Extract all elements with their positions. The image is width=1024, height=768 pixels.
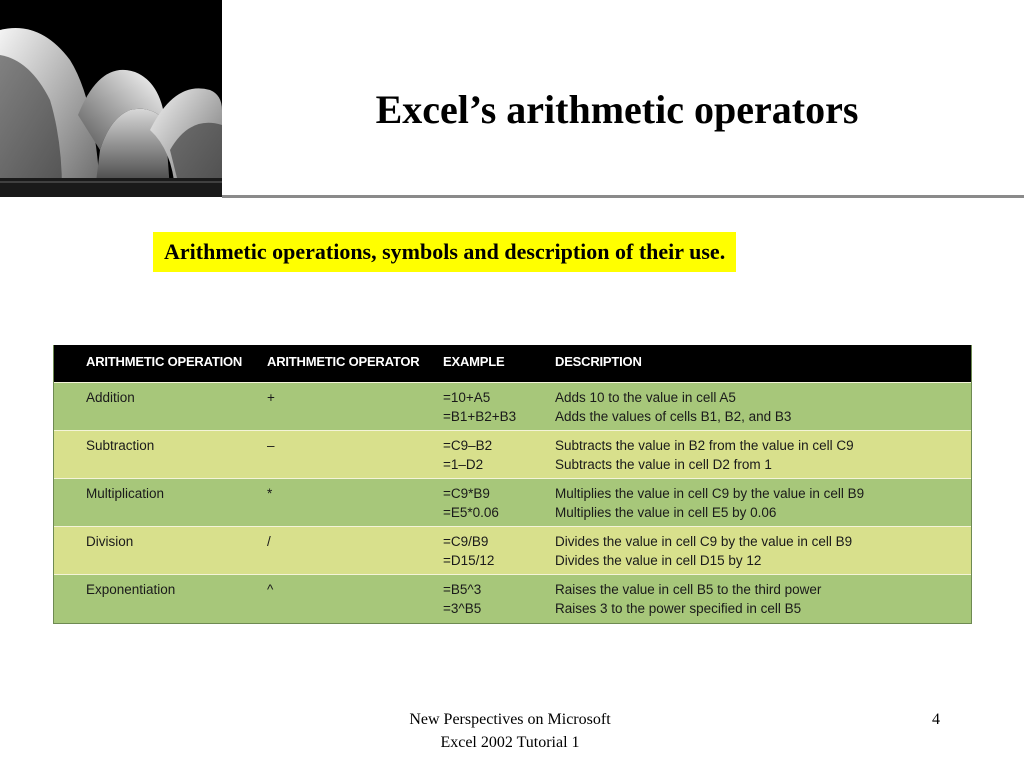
description-cell <box>555 388 791 426</box>
operation-cell: Exponentiation <box>86 582 176 597</box>
description-line: Divides the value in cell D15 by 12 <box>555 553 762 568</box>
description-cell <box>555 484 864 522</box>
header-operation: ARITHMETIC OPERATION <box>86 354 243 369</box>
example-line: =B1+B2+B3 <box>443 409 517 424</box>
table-header-row <box>54 345 971 382</box>
description-cell <box>555 532 852 570</box>
operation-cell: Division <box>86 534 134 549</box>
slide-title: Excel’s arithmetic operators <box>375 87 859 132</box>
example-line: =C9/B9 <box>443 534 489 549</box>
example-cell <box>443 436 492 474</box>
description-line: Multiplies the value in cell E5 by 0.06 <box>555 505 777 520</box>
description-line: Raises 3 to the power specified in cell B5 <box>555 601 802 616</box>
example-line: =C9*B9 <box>443 486 490 501</box>
operators-table <box>53 345 972 624</box>
description-cell <box>555 580 821 618</box>
header-description: DESCRIPTION <box>555 354 642 369</box>
operator-cell: ^ <box>267 582 274 597</box>
description-line: Subtracts the value in B2 from the value in cell C9 <box>555 438 854 453</box>
table-row <box>54 526 971 574</box>
description-line: Adds the values of cells B1, B2, and B3 <box>555 409 792 424</box>
operator-cell: – <box>267 438 275 453</box>
operation-cell: Subtraction <box>86 438 155 453</box>
header-example: EXAMPLE <box>443 354 505 369</box>
description-line: Divides the value in cell C9 by the value in cell B9 <box>555 534 853 549</box>
opera-house-photo <box>0 0 222 197</box>
operation-cell: Multiplication <box>86 486 165 501</box>
example-line: =E5*0.06 <box>443 505 499 520</box>
operation-cell: Addition <box>86 390 135 405</box>
example-line: =1–D2 <box>443 457 484 472</box>
operator-cell: * <box>267 486 273 501</box>
description-line: Subtracts the value in cell D2 from 1 <box>555 457 772 472</box>
title-divider <box>222 195 1024 198</box>
description-cell <box>555 436 854 474</box>
table-row <box>54 478 971 526</box>
footer-text <box>360 708 660 754</box>
operator-cell: + <box>267 390 275 405</box>
example-cell <box>443 388 516 426</box>
header-operator: ARITHMETIC OPERATOR <box>267 354 420 369</box>
example-line: =10+A5 <box>443 390 491 405</box>
footer-line: Excel 2002 Tutorial 1 <box>440 734 580 751</box>
example-cell <box>443 532 494 570</box>
table-row <box>54 574 971 622</box>
description-line: Raises the value in cell B5 to the third power <box>555 582 822 597</box>
caption-banner: Arithmetic operations, symbols and description of their use. <box>153 232 736 272</box>
footer-line: New Perspectives on Microsoft <box>409 711 611 728</box>
example-cell <box>443 484 499 522</box>
example-line: =3^B5 <box>443 601 482 616</box>
description-line: Adds 10 to the value in cell A5 <box>555 390 736 405</box>
table-row <box>54 430 971 478</box>
table-row <box>54 382 971 430</box>
description-line: Multiplies the value in cell C9 by the value in cell B9 <box>555 486 865 501</box>
example-line: =B5^3 <box>443 582 482 597</box>
example-cell <box>443 580 481 618</box>
operator-cell: / <box>267 534 271 549</box>
example-line: =C9–B2 <box>443 438 493 453</box>
page-number: 4 <box>932 711 940 728</box>
example-line: =D15/12 <box>443 553 495 568</box>
